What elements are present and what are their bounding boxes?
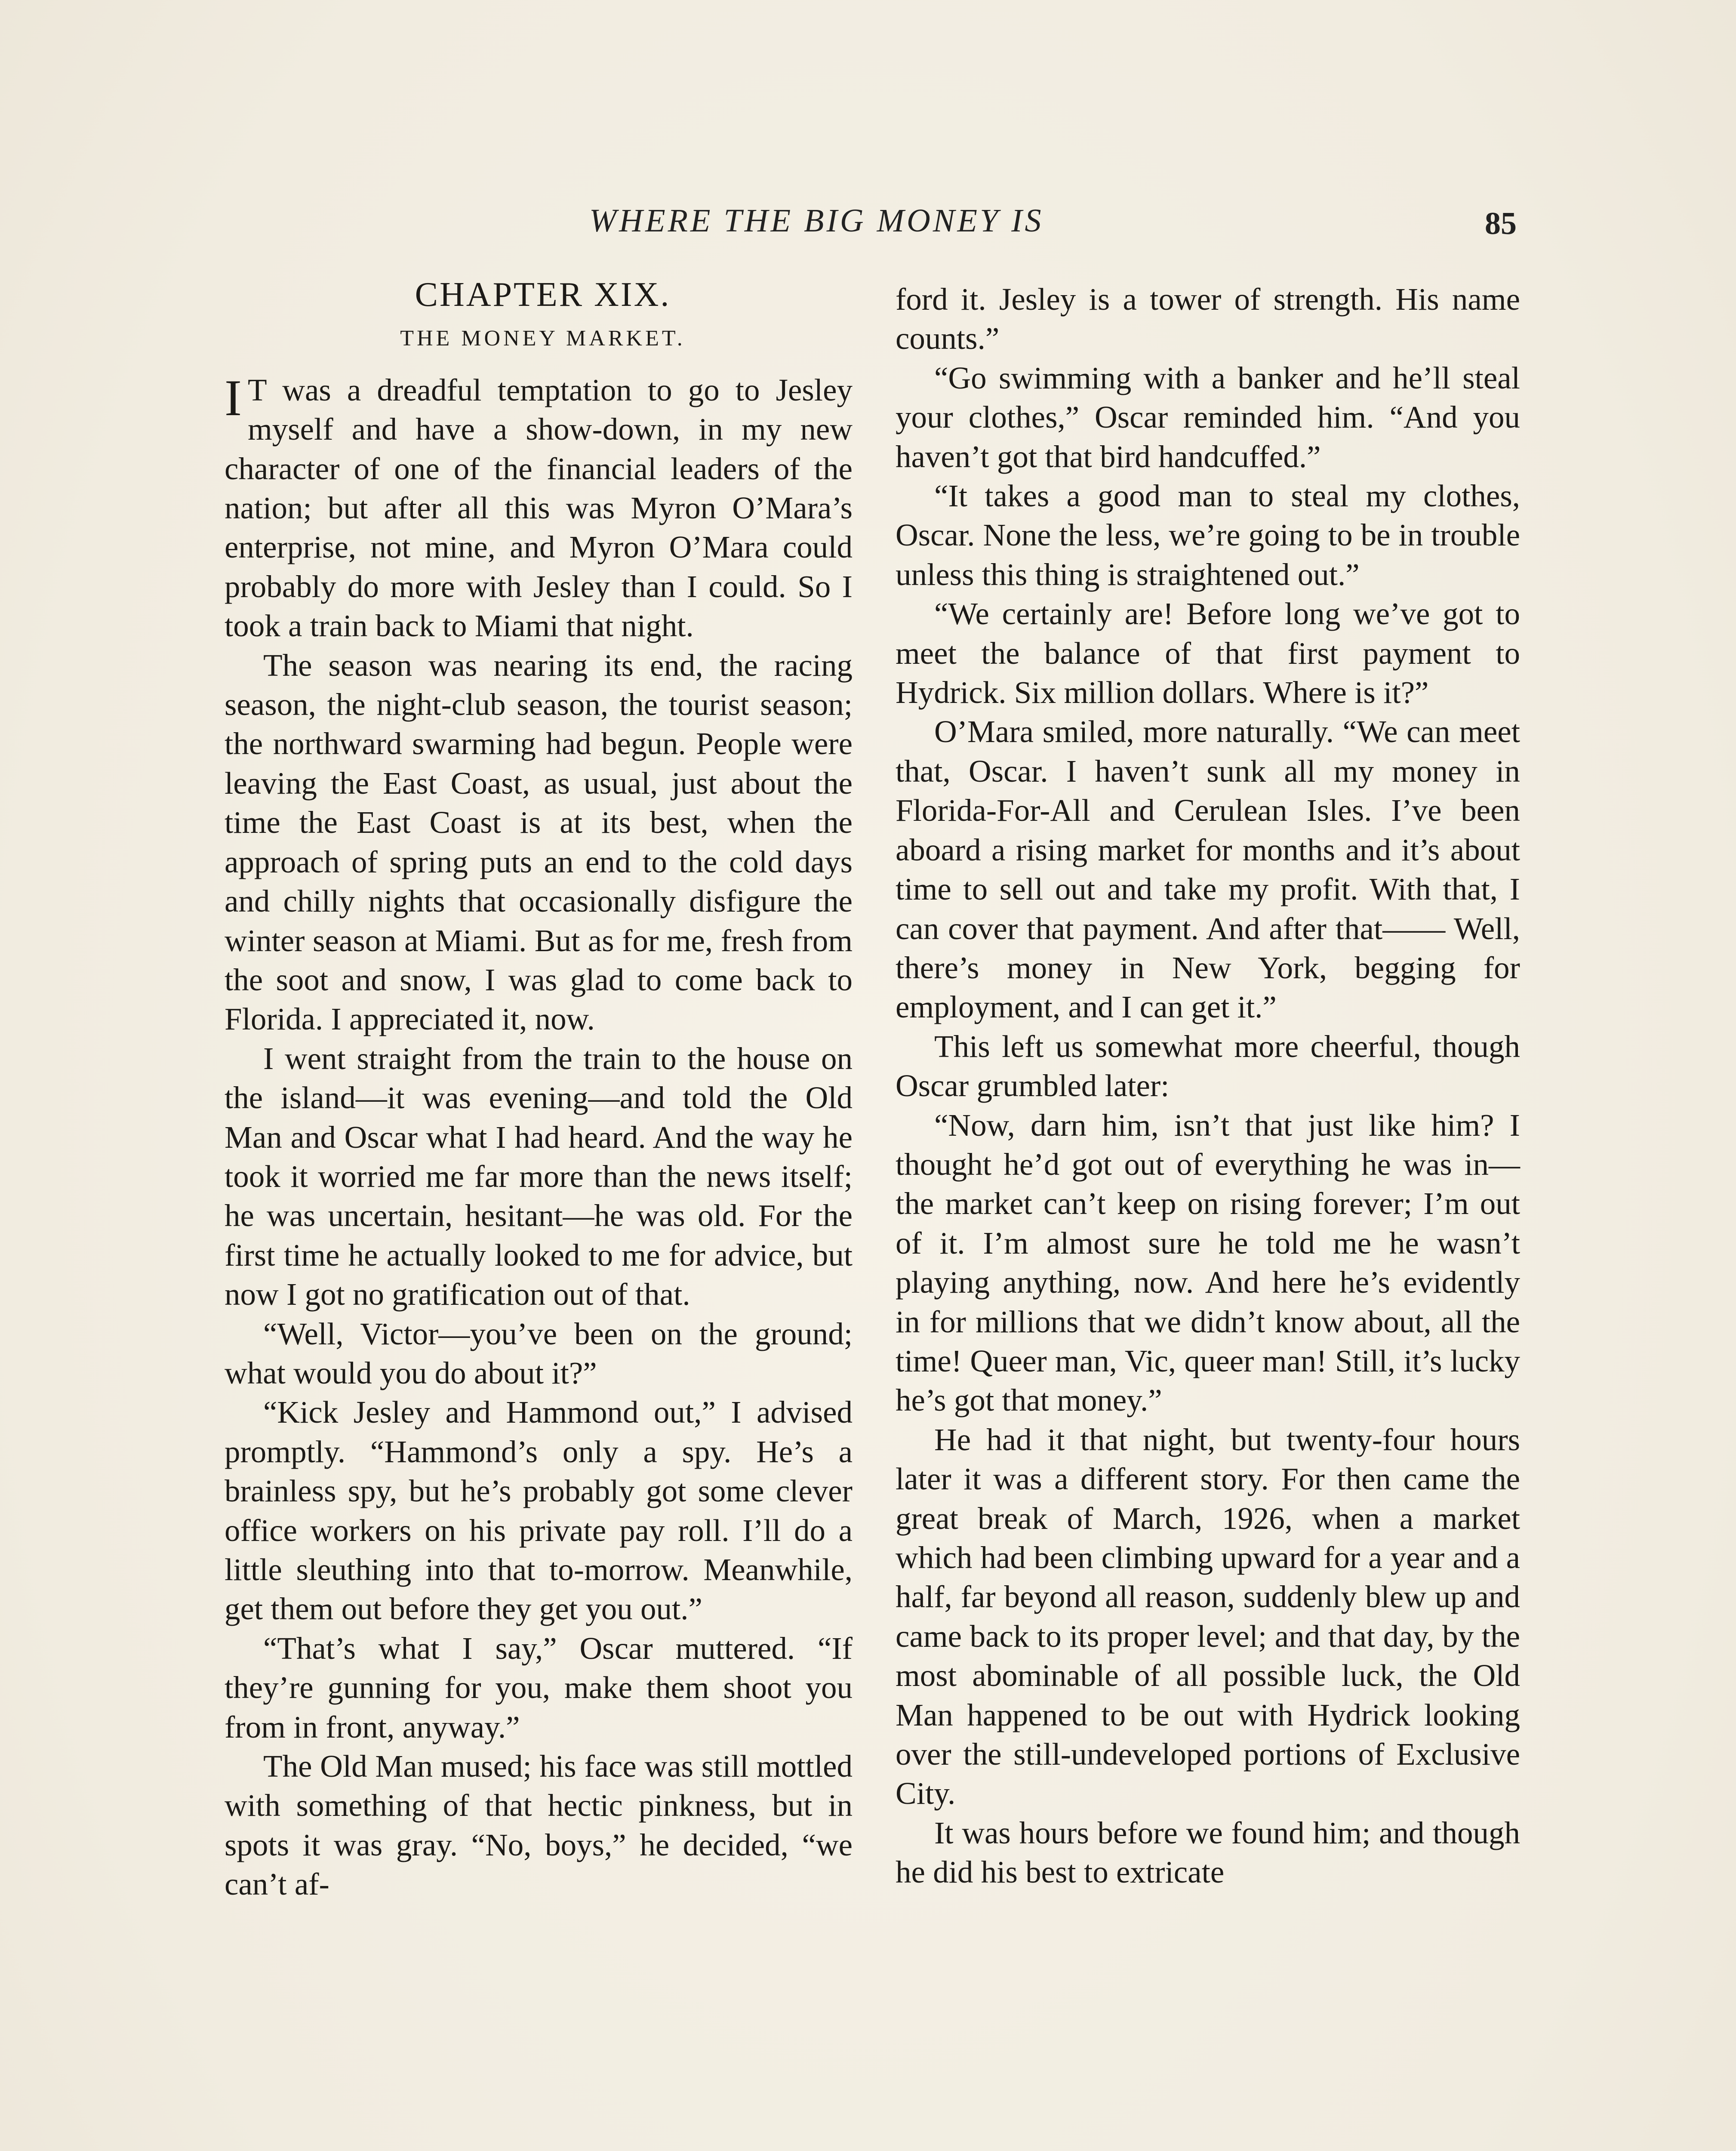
paragraph: “We certainly are! Before long we’ve got to meet the balance of that first payment to Hydrick. Six million dollars. Where is it?” (896, 596, 1520, 710)
opening-text: T was a dreadful temptation to go to Jesley myself and have a show-down, in my new character of one of the financial leaders of the nation; but after all this was Myron O’Mara’s enterprise, not mine, and Myron O’Mara could probably do more with Jesley than I could. So I took a train back to Miami that night. (225, 372, 853, 644)
paragraph: “Now, darn him, isn’t that just like him? I thought he’d got out of everything he was in—the market can’t keep on rising forever; I’m out of it. I’m almost sure he told me he wasn’t playing anything, now. And here he’s evidently in for millions that we didn’t know about, all the time! Queer man, Vic, queer man! Still, it’s lucky he’s got that money.” (896, 1107, 1520, 1418)
paragraph: It was hours before we found him; and though he did his best to extricate (896, 1815, 1520, 1890)
paragraph: This left us somewhat more cheerful, though Oscar grumbled later: (896, 1029, 1520, 1103)
running-head: WHERE THE BIG MONEY IS (589, 203, 1044, 239)
opening-paragraph (225, 370, 853, 646)
paragraph: “It takes a good man to steal my clothes, Oscar. None the less, we’re going to be in trouble unless this thing is straightened out.” (896, 478, 1520, 592)
chapter-subtitle: THE MONEY MARKET. (400, 326, 686, 351)
right-column (896, 280, 1520, 1892)
paragraph: I went straight from the train to the house on the island—it was evening—and told the Old Man and Oscar what I had heard. And the way he took it worried me far more than the news itself; he was uncertain, hesitant—he was old. For the first time he actually looked to me for advice, but now I got no gratification out of that. (225, 1041, 853, 1312)
paragraph: The Old Man mused; his face was still mottled with something of that hectic pinkness, but in spots it was gray. “No, boys,” he decided, “we can’t af- (225, 1749, 853, 1902)
paragraph: O’Mara smiled, more naturally. “We can meet that, Oscar. I haven’t sunk all my money in Florida-For-All and Cerulean Isles. I’ve been aboard a rising market for months and it’s about time to sell out and take my profit. With that, I can cover that payment. And after that—— Well, there’s money in New York, begging for employment, and I can get it.” (896, 714, 1520, 1025)
continued-paragraph: ford it. Jesley is a tower of strength. His name counts.” (896, 282, 1520, 356)
paragraph: “Kick Jesley and Hammond out,” I advised promptly. “Hammond’s only a spy. He’s a brainless spy, but he’s probably got some clever office workers on his private pay roll. I’ll do a little sleuthing into that to-morrow. Meanwhile, get them out before they get you out.” (225, 1395, 853, 1627)
paragraph: “That’s what I say,” Oscar muttered. “If they’re gunning for you, make them shoot you from in front, anyway.” (225, 1630, 853, 1744)
paragraph: “Go swimming with a banker and he’ll steal your clothes,” Oscar reminded him. “And you haven’t got that bird handcuffed.” (896, 360, 1520, 474)
paragraph: He had it that night, but twenty-four hours later it was a different story. For then came the great break of March, 1926, when a market which had been climbing upward for a year and a half, far beyond all reason, suddenly blew up and came back to its proper level; and that day, by the most abominable of all possible luck, the Old Man happened to be out with Hydrick looking over the still-undeveloped portions of Exclusive City. (896, 1422, 1520, 1811)
chapter-title: CHAPTER XIX. (415, 276, 671, 314)
paragraph: “Well, Victor—you’ve been on the ground; what would you do about it?” (225, 1316, 853, 1390)
page-number: 85 (1485, 206, 1517, 241)
paragraph: The season was nearing its end, the racing season, the night-club season, the tourist season; the northward swarming had begun. People were leaving the East Coast, as usual, just about the time the East Coast is at its best, when the approach of spring puts an end to the cold days and chilly nights that occasionally disfigure the winter season at Miami. But as for me, fresh from the soot and snow, I was glad to come back to Florida. I appreciated it, now. (225, 647, 853, 1037)
left-column (225, 275, 853, 1904)
drop-cap: I (225, 369, 242, 426)
